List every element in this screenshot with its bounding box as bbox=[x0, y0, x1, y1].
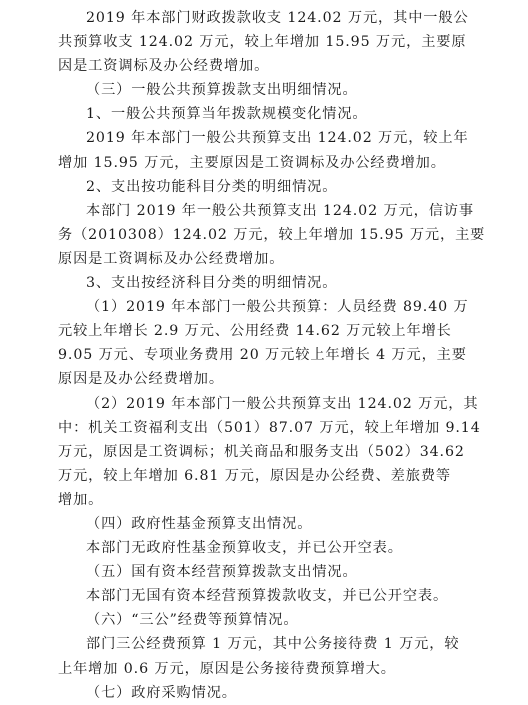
text-line-2: 共预算收支 124.02 万元，较上年增加 15.95 万元，主要原 bbox=[58, 34, 467, 51]
section-heading-5: （五）国有资本经营预算拨款支出情况。 bbox=[86, 564, 358, 581]
section-heading-6: （六）“三公”经费等预算情况。 bbox=[86, 612, 299, 629]
text-line-9: 本部门 2019 年一般公共预算支出 124.02 万元，信访事 bbox=[86, 202, 474, 219]
text-line-10: 务（2010308）124.02 万元，较上年增加 15.95 万元，主要 bbox=[58, 226, 486, 243]
text-line-1: 2019 年本部门财政拨款收支 124.02 万元，其中一般公 bbox=[86, 10, 469, 26]
text-line-14: 元较上年增长 2.9 万元、公用经费 14.62 万元较上年增长 bbox=[58, 323, 452, 340]
text-line-25: 本部门无国有资本经营预算拨款收支，并已公开空表。 bbox=[86, 588, 449, 605]
subsection-heading-1: 1、一般公共预算当年拨款规模变化情况。 bbox=[86, 106, 368, 123]
text-line-6: 2019 年本部门一般公共预算支出 124.02 万元，较上年 bbox=[86, 130, 469, 147]
text-line-7: 增加 15.95 万元，主要原因是工资调标及办公经费增加。 bbox=[58, 154, 446, 171]
subsection-heading-2: 2、支出按功能科目分类的明细情况。 bbox=[86, 178, 338, 195]
section-heading-4: （四）政府性基金预算支出情况。 bbox=[86, 515, 313, 532]
text-line-16: 原因是及办公经费增加。 bbox=[58, 371, 224, 388]
text-line-19: 万元，原因是工资调标；机关商品和服务支出（502）34.62 bbox=[58, 443, 465, 460]
section-heading-7: （七）政府采购情况。 bbox=[86, 684, 237, 701]
text-line-13: （1）2019 年本部门一般公共预算：人员经费 89.40 万 bbox=[86, 299, 469, 316]
text-line-15: 9.05 万元、专项业务费用 20 万元较上年增长 4 万元，主要 bbox=[58, 347, 467, 364]
text-line-11: 原因是工资调标及办公经费增加。 bbox=[58, 250, 285, 267]
text-line-21: 增加。 bbox=[58, 491, 104, 508]
section-heading-3: （三）一般公共预算拨款支出明细情况。 bbox=[86, 82, 358, 99]
text-line-18: 中：机关工资福利支出（501）87.07 万元，较上年增加 9.14 bbox=[58, 419, 481, 436]
text-line-20: 万元，较上年增加 6.81 万元，原因是办公经费、差旅费等 bbox=[58, 467, 452, 484]
subsection-heading-3: 3、支出按经济科目分类的明细情况。 bbox=[86, 275, 338, 292]
text-line-23: 本部门无政府性基金预算收支，并已公开空表。 bbox=[86, 540, 403, 557]
text-line-17: （2）2019 年本部门一般公共预算支出 124.02 万元，其 bbox=[86, 395, 479, 412]
text-line-28: 上年增加 0.6 万元，原因是公务接待费预算增大。 bbox=[58, 660, 396, 677]
text-line-3: 因是工资调标及办公经费增加。 bbox=[58, 58, 270, 75]
text-line-27: 部门三公经费预算 1 万元，其中公务接待费 1 万元，较 bbox=[86, 636, 460, 653]
